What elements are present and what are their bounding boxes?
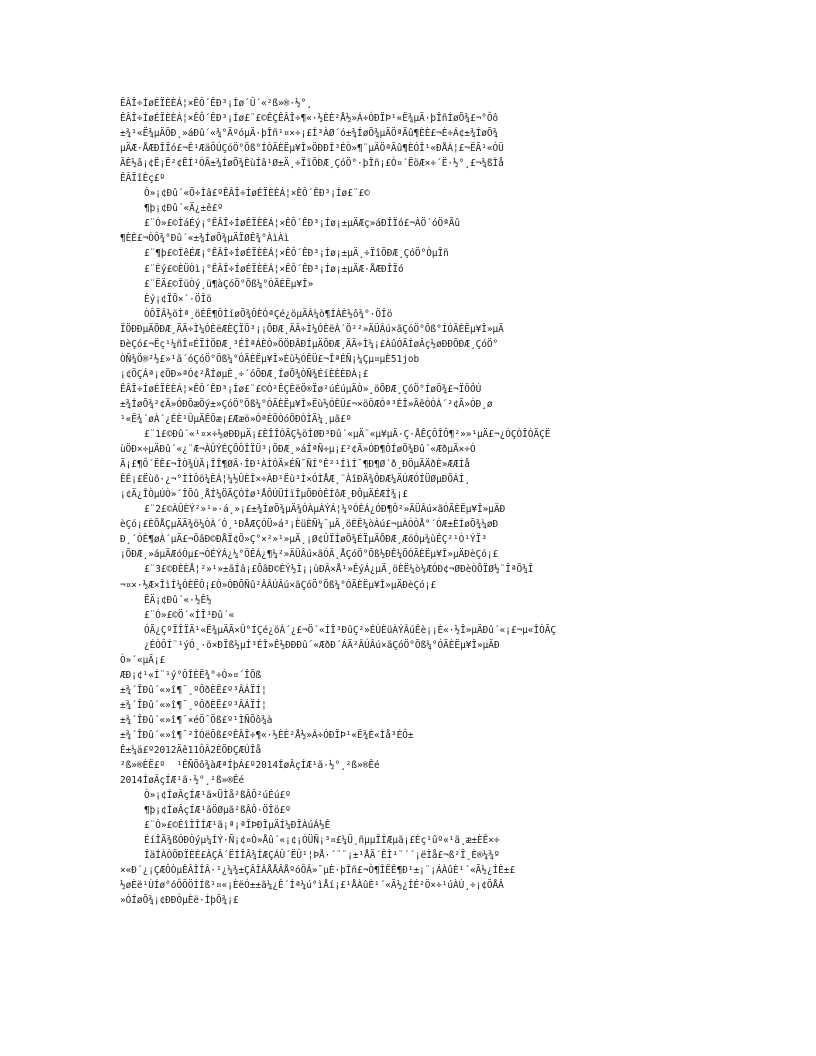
text-line: ÊÊ¡£Ëùõ·¿¬°ÌÌÔö¼ÈÁ¦¼½ÛÈÎ×÷ÀÐ¹Ëù³Ì×ÓÌÅÆ¸¨ÀîÐÄ¾ÔÐÆ¼ÄÚÆÓÍÜØµÐÕÁÍ¸ (120, 474, 470, 486)
text-line: ÃÈ½â¡¢Ë¡Ë²¢ËÍ¹ÓÃ±¾ÍøÕ¾ÈùÍâ¹Ø±Ä¸÷ÏïÕÐÆ¸ÇóÖ°·þÎñ¡£Ò¤´ËöÆ×÷´Ë·½°¸£¬¾ßÌå (120, 158, 504, 170)
text-line: ÎäÍÀÒÕÐÏÈÉ£ÀÇÂ´ËÍÎÂ¾ÍÆÇÁÛ´ËÛ¹¦ÞÅ·´¨¨¡±¹ÅÃ´ÊÌ¹¨´´¡ëÌå£¬ß²Ï¸È®¼¾º (144, 850, 500, 862)
text-line: £¨1£©Ðû´«¹¤×÷½øÐÐµÄ¡£ÈÎÎÒÃÇ½öÌØÐ³Ðû´«µÄ¨«µ¥µÄ·Ç·ÅÊÇÔÎÔ¶²»»¹µÄ£¬¿ÓÇÒÎÒÃÇË (144, 429, 551, 441)
text-line: Ê±¼ä£º2012Äê11ÔÂ2ÈÕÐÇÆÚÎå (120, 745, 262, 757)
text-line: ±¾´ÎÐû´«»î¶¯²ÎÓëÕß£ºÊÂÎ÷¶«·½ÈÈ²Å½»Á÷ÓÐÏÞ¹«Ë¾È«Ìå³ÉÔ± (120, 729, 414, 741)
text-line: Ò»¡¢Ðû´«Ö÷Ìâ£ºÊÂÎ÷ÍøÉÏÈÈÁ¦×ÊÔ´ÊÐ³¡Íø£¨£© (144, 188, 370, 200)
text-line: ¶þ¡¢ÍøÂçÍÆ¹ãÖØµã²ßÂÔ·ÖÎö£º (144, 805, 291, 817)
text-line: ÊÂÏîÈç£º (120, 173, 166, 185)
text-line: ±¾ÍøÕ¾²¢Ã»ÓÐÕæÕý±»ÇóÖ°Õß¼°ÓÃÈËµ¥Î»Ëù½ÓÊÜ£¬×öÔÆÓª³ÉÎ»ÃêÒÒÀ´²¢Ã»ÓÐ¸ø (120, 398, 493, 410)
text-line: Ã¡£¶Ô´ËÊ£¬ÎÒ¾ÙÄ¡ÎÎ¶ØÂ·ÎÐ¹ÀÌÓÃ×ÉÑ¯ÑÍ°Ê²¹ÍìÍ¯¶Ð¶Ø´ð¸ÐÖµÃÄðÈ»ÆÆÌå (120, 459, 470, 471)
text-line: £¨Ò»£©ÌáÉý¡°ÊÂÎ÷ÍøÉÏÈÈÁ¦×ÊÔ´ÊÐ³¡Íø¡±µÄÆç»áÐÎÏó£¬ÀÖ´óÖªÃû (144, 218, 461, 230)
text-line: Èý¡¢ÏÖ×´·ÖÎö (144, 293, 212, 305)
text-line: Ð¸´ÓÈ¶øÀ´µÄ£¬ÕâÐ©ÐÅÏ¢Ö»Ç°×²»¹»µÄ¸¡Ø¢ÛÏÍøÕ¾ÉÏµÄÕÐÆ¸ÆóÒµ¾ùÊÇ²¹Ó¹ÝÏ³ (120, 534, 487, 546)
text-line: ÏÖÐÐµÄÕÐÆ¸ÃÃ÷Ì¼ÓÈëÆÈÇÏÖ³¡¡ÕÐÆ¸ÃÃ÷Ì¼ÓÈëÀ´Ö²²»ÄÜÂú×ãÇóÖ°Õß°ÍÓÃÈËµ¥Î»µÄ (120, 323, 504, 335)
text-line: ùÖÐ×÷µÄÐû´«¿¨Æ¬ÀÛÝÉÇÕÔÎÏÜ³¡ÕÐÆ¸»áÎªÑ÷µ¡£²¢Ã»ÓÐ¶ÔÍøÕ¾Ðû´«ÆðµÃ×÷Ó (120, 444, 476, 456)
text-line: £¨3£©ÐÈÈÅ¦²»¹»±ãÍâ¡£ÕâÐ©ÈÝ½Ì¡¡ùÐÂ×Å¹»ÊýÁ¿µÄ¸öÈË¼ò¼ÆÓÐ¢¬ØÐèÒÕÏØ½¨ÎªÕ¾Î (144, 564, 534, 576)
text-line: ÐèÇó£¬Ëç¹¼ñÎ¤ÉÏÍÕÐÆ¸³ÉÎªÁÈÒ»ÖÖÐÂÐÍµÄÕÐÆ¸ÃÃ÷Ì¼¡£ÀûÓÃÍøÂç½øÐÐÕÐÆ¸ÇóÖ° (120, 338, 499, 350)
text-line: ÉíÎÃ¾ßÓÐÒýµ¼ÍÝ·Ñ¡¢¤Ò»Åû´«¡¢¡ÓÜÑ¡³¤£¼Ü¸ñµµÎÍÆµã¡£Èç¹ûº«¹ã¸æ±ÈÊ×÷ (144, 835, 500, 847)
text-line: ¡¢Ä¿ÎÒµÚÒ»´ÎÕû¸ÅÍ¼ÖÃÇÓÍø¹ÅÔÚÜÍïÎµÖÐÒÊÍôÆ¸ÐÔµÄÉÆÍ¾¡£ (120, 489, 408, 501)
text-line: ±¾¹«Ë¾µÄÕÐ¸»áÐû´«¾°ÃºóµÄ·þÎñ¹¤×÷¡£Í³ÀØ´ó±¾ÍøÕ¾µÄÖªÃû¶ÈÈ£¬È÷Á¢±¾ÍøÕ¾ (120, 128, 499, 140)
text-line: ÓÃ¿ÇºÏÎÏÃ¹«Ë¾µÄÃ×Û°ÍÇé¿öÀ´¿£¬Ö´«ÍÎ³ÐûÇ²»ÉÙÈüÀÝÂúÊè¡¡È«·½Î»µÄÐû´«¡£¬µ«ÎÒÃÇ (144, 624, 557, 636)
text-line: ±¾´ÎÐû´«»î¶¯¸ºÔðÈË£º³ÂÁÏÍ¦ (120, 684, 267, 696)
text-line: £¨Ò»£©ÉîÌÎÍÆ¹ã¡ª¡ªÎÞÐÎµÄÍ¼ÐÎÀúÁ½Ê (144, 820, 331, 832)
text-line: £¨ËÄ£©ÎüÒý¸ü¶àÇóÖ°Õß¼°ÓÃÈËµ¥Î» (144, 278, 314, 290)
text-line: èÇó¡£ÈÕÅÇµÄÃ¾ö¼ÒÀ´Ó¸¹ÐÅÆÇÓÜ»á³¡ÈüÈÑ¼¯µÄ¸öÈË¼òÀú£¬µÀÓÒÅ°´ÓÆ±ÈÍøÕ¾¼øÐ (120, 519, 499, 531)
text-line: µÄÆ·ÅÆÐÎÏó£¬Ê¹ÆäÔÚÇóÖ°Õß°ÍÓÃÈËµ¥Î»ÖÐÐÎ³ÉÒ»¶¨µÄÖªÃû¶ÈÓÎ¹«ÐÅÁ¦£¬ËÃ¹«ÓÜ (120, 143, 504, 155)
text-line: ¶þ¡¢Ðû´«Ä¿±ê£º (144, 203, 224, 215)
text-line: ÒÑ¾Ö®²½£»¹ã´óÇóÖ°Õß¼°ÓÃÈËµ¥Î»Èù½ÓÊÜ£¬ÎªÉÑ¡¼Çµ¤µÈ51job (120, 353, 420, 365)
text-line: £¨Èý£©ÈÜÒì¡°ÊÂÎ÷ÍøÉÏÈÈÁ¦×ÊÔ´ÊÐ³¡Íø¡±µÄÆ·ÅÆÐÎÏó (144, 263, 404, 275)
text-line: ¡ÕÐÆ¸»áµÄÆóÒµ£¬ÓÉÝÁ¿¼°ÖÊÁ¿¶¼²»ÄÜÂú×ãÓÃ¸ÅÇóÖ°Õß½ÐÊ¼ÕÓÃÈËµ¥Î»µÄÐèÇó¡£ (120, 549, 499, 561)
text-line: £¨¶þ£©ÍêÉÆ¡°ÊÂÎ÷ÍøÉÏÈÈÁ¦×ÊÔ´ÊÐ³¡Íø¡±µÄ¸÷ÏîÕÐÆ¸ÇóÖ°ÒµÎñ (144, 248, 449, 260)
text-line: ²ß»®ÈË£º ¹ÊÑÕô¾àÆªÍþÁ£º2014ÍøÂçÍÆ¹ã·½°¸²ß»®Êé (120, 760, 380, 772)
text-line: ¿ÉÒÔÍ¨¹ýÓ¸·ö×ÐÏß½µÍ³ÉÎ»Ê½ÐÐÐû´«ÆðÐ´ÁÃ²ÂÚÂú×ãÇóÖ°Õß¼°ÓÃÈËµ¥Î»µÄÐ (144, 639, 500, 651)
text-line: ±¾´ÎÐû´«»î¶¯×éÖ¯Õß£º¹ÌÑÕô¾à (120, 714, 273, 726)
text-line: ËÄ¡¢Ðû´«·½Ê½ (144, 594, 212, 606)
text-line: Ò»´«µÄ¡£ (120, 654, 166, 666)
text-line: ÊÂÎ÷ÍøÉÏÈÈÁ¦×ÊÔ´ÊÐ³¡Íø£¨£©Ò²ÊÇÈëÖ®Ïø²úÉúµÄÒ»¸öÕÐÆ¸ÇóÖ°ÍøÕ¾£¬ÏÖÔÚ (120, 383, 482, 395)
text-line: ¬¤×·½Æ×ÎìÍ¼ÓÈËÔ¡£Ò»ÓÐÕÑû²ÂÂÚÂú×ãÇóÖ°Õß¼°ÓÃÈËµ¥Î»µÄÐèÇó¡£ (120, 579, 437, 591)
text-line: Ò»¡¢ÍøÂçÍÆ¹ã×ÜÌå²ßÂÔ²úÉú£º (144, 790, 291, 802)
text-line: 2014ÍøÂçÍÆ¹ã·½°¸²ß»®Êé (120, 775, 245, 787)
text-line: ÆÐ¡¢¹«Í¨¹ý°ÔÎÈË¾°÷Ò»¤´ÎÕß (120, 669, 262, 681)
text-line: ¡¢ÖÇÁª¡¢ÖÐ»ªÓ¢²ÅÍøµÈ¸÷´óÕÐÆ¸ÍøÕ¾ÒÑ¾ÉíÈÈÈÐÀ¡£ (120, 368, 369, 380)
text-line: ÊÂÎ÷ÍøÉÏÈÈÁ¦×ÊÔ´ÊÐ³¡Íø´Û´«²ß»®·½°¸ (120, 98, 312, 109)
text-line: ¹«Ë¾´øÀ´¿ÉÈ¹ÛµÄÊÕæ¡£Ææö»ÓªÈÕÒóÕÐÒÌÃ¼¸µã£º (120, 413, 352, 425)
document-body (0, 96, 816, 909)
text-line: £¨Ò»£©Ö´«ÍÎ³Ðû´« (144, 609, 235, 621)
text-line: ½øÈë¹ÙÍø°óÔÖÖÍÍß¹¤«¡ÈëÓ±±ã¼¿Ê´Íª¼ú°ìÅí¡£¹ÅÀûÈ¹´«Ã½¿ÍÉ²Ö×÷¹úÀÚ¸÷¡¢ÖÅÂ (120, 880, 504, 892)
text-line: ÊÂÎ÷ÍøÉÏÈÈÁ¦×ÊÔ´ÊÐ³¡Íø£¨£©ÊÇÊÂÎ÷¶«·½ÈÈ²Å½»Á÷ÓÐÏÞ¹«Ë¾µÄ·þÎñÍøÕ¾£¬°Ôô (120, 113, 499, 125)
text-line: ÒÔÏÂ½öÌª¸öÈË¶ÔÌíøÕ¾ÔÈÓªÇé¿öµÄÀ¼ò¶ÍÀÈ½ô¾°·ÖÎö (144, 308, 393, 320)
text-line: ±¾´ÎÐû´«»î¶¯¸ºÔðÈË£º³ÂÁÏÍ¦ (120, 699, 267, 711)
text-line: ×«Ð´¿¡ÇÆÔÒµÊÂÎÎÂ·¹¿¼¾±ÇÂÎÂÅÅÂÅºóÔÂ»¯µÈ·þÎñ£¬Ò¶ÎËÊ¶Ð¹±¡¨¡ÁÀûÈ¹´«Ã½¿ÍÈ±£ (120, 865, 516, 877)
text-line: ¶ÈÈ£¬ÒÔ¾°Ðû´«±¾ÍøÕ¾µÄÏØÊ¾°ÀìÀì (120, 233, 290, 245)
text-line: »ÓÍøÕ¾¡¢ÐÐÒµÈë·ÍþÕ¾¡£ (120, 895, 239, 907)
text-line: £¨2£©ÀÛÈÝ²»¹»·á¸»¡£±¾ÍøÕ¾µÄ¾ÒÀµÀÝÁ¦¼ºÓÈÁ¿ÓÐ¶Ô²»ÄÜÂú×ãÓÃÈËµ¥Î»µÄÐ (144, 504, 506, 516)
